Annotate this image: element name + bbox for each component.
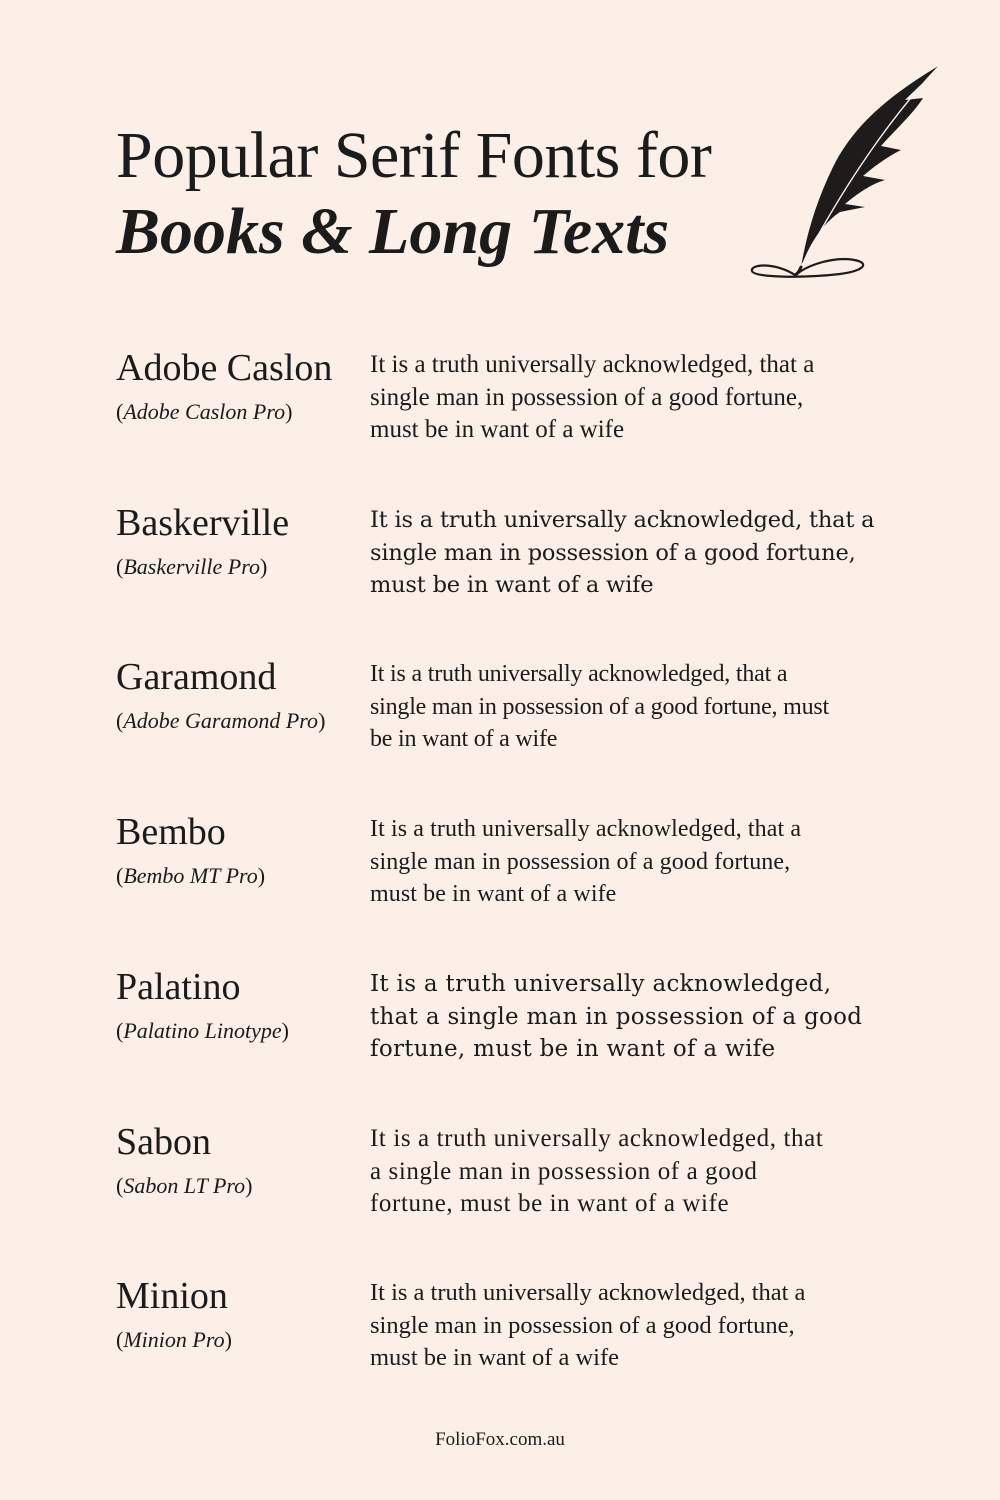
font-name: Bembo	[116, 811, 226, 853]
sample-line: be in want of a wife	[370, 726, 558, 752]
font-variant-name: Minion Pro	[123, 1327, 225, 1352]
sample-line: It is a truth universally acknowledged, that a	[370, 661, 788, 687]
quill-pen-icon	[745, 62, 945, 282]
sample-line: must be in want of a wife	[370, 881, 617, 907]
font-variant-name: Adobe Garamond Pro	[123, 708, 319, 733]
sample-line: single man in possession of a good fortune,	[370, 383, 804, 411]
sample-line: It is a truth universally acknowledged, that a	[370, 351, 815, 378]
sample-text	[370, 1123, 890, 1221]
sample-text	[370, 1277, 890, 1375]
font-name: Garamond	[116, 656, 277, 698]
sample-text	[370, 813, 890, 911]
font-row-bembo	[116, 809, 896, 929]
font-variant: (Baskerville Pro)	[116, 554, 268, 579]
sample-line: It is a truth universally acknowledged, that a	[370, 816, 802, 842]
font-row-sabon	[116, 1119, 896, 1239]
sample-line: must be in want of a wife	[370, 416, 625, 443]
font-name: Baskerville	[116, 502, 290, 544]
page-title	[116, 118, 776, 270]
sample-line: single man in possession of a good fortune,	[370, 539, 856, 566]
font-variant: (Bembo MT Pro)	[116, 863, 266, 888]
font-variant-name: Palatino Linotype	[123, 1018, 282, 1043]
sample-line: It is a truth universally acknowledged, that	[370, 1125, 824, 1152]
title-line-2: Books & Long Texts	[116, 195, 670, 268]
sample-text	[370, 349, 890, 447]
title-line-1: Popular Serif Fonts for	[116, 119, 712, 192]
sample-line: single man in possession of a good fortune, must	[370, 693, 830, 720]
font-name: Palatino	[116, 966, 241, 1008]
font-row-garamond	[116, 654, 896, 774]
sample-line: fortune, must be in want of a wife	[370, 1190, 730, 1217]
footer-site-link[interactable]: FolioFox.com.au	[435, 1429, 565, 1450]
sample-line: a single man in possession of a good	[370, 1157, 758, 1185]
sample-line: must be in want of a wife	[370, 1344, 620, 1371]
sample-line: fortune, must be in want of a wife	[370, 1036, 776, 1062]
font-variant: (Sabon LT Pro)	[116, 1173, 253, 1198]
font-name: Minion	[116, 1275, 228, 1317]
font-row-palatino	[116, 964, 896, 1084]
sample-line: single man in possession of a good fortune,	[370, 1311, 795, 1339]
sample-text	[370, 504, 890, 602]
sample-text	[370, 968, 890, 1066]
font-variant-name: Sabon LT Pro	[123, 1173, 246, 1198]
sample-line: It is a truth universally acknowledged,	[370, 971, 832, 997]
sample-line: single man in possession of a good fortune,	[370, 848, 791, 875]
font-name: Sabon	[116, 1121, 211, 1163]
font-variant-name: Baskerville Pro	[123, 554, 260, 579]
font-row-baskerville	[116, 500, 896, 620]
font-variant-name: Bembo MT Pro	[123, 863, 258, 888]
font-variant: (Minion Pro)	[116, 1327, 232, 1352]
sample-line: It is a truth universally acknowledged, that a	[370, 507, 875, 533]
sample-line: must be in want of a wife	[370, 572, 654, 598]
font-row-adobe-caslon	[116, 345, 896, 465]
sample-line: that a single man in possession of a good	[370, 1003, 863, 1030]
font-variant: (Adobe Garamond Pro)	[116, 708, 326, 733]
sample-line: It is a truth universally acknowledged, that a	[370, 1279, 806, 1306]
sample-text	[370, 658, 890, 756]
font-name: Adobe Caslon	[116, 347, 333, 389]
font-variant: (Palatino Linotype)	[116, 1018, 289, 1043]
font-variant-name: Adobe Caslon Pro	[123, 399, 286, 424]
font-row-minion	[116, 1273, 896, 1393]
font-variant: (Adobe Caslon Pro)	[116, 399, 293, 424]
